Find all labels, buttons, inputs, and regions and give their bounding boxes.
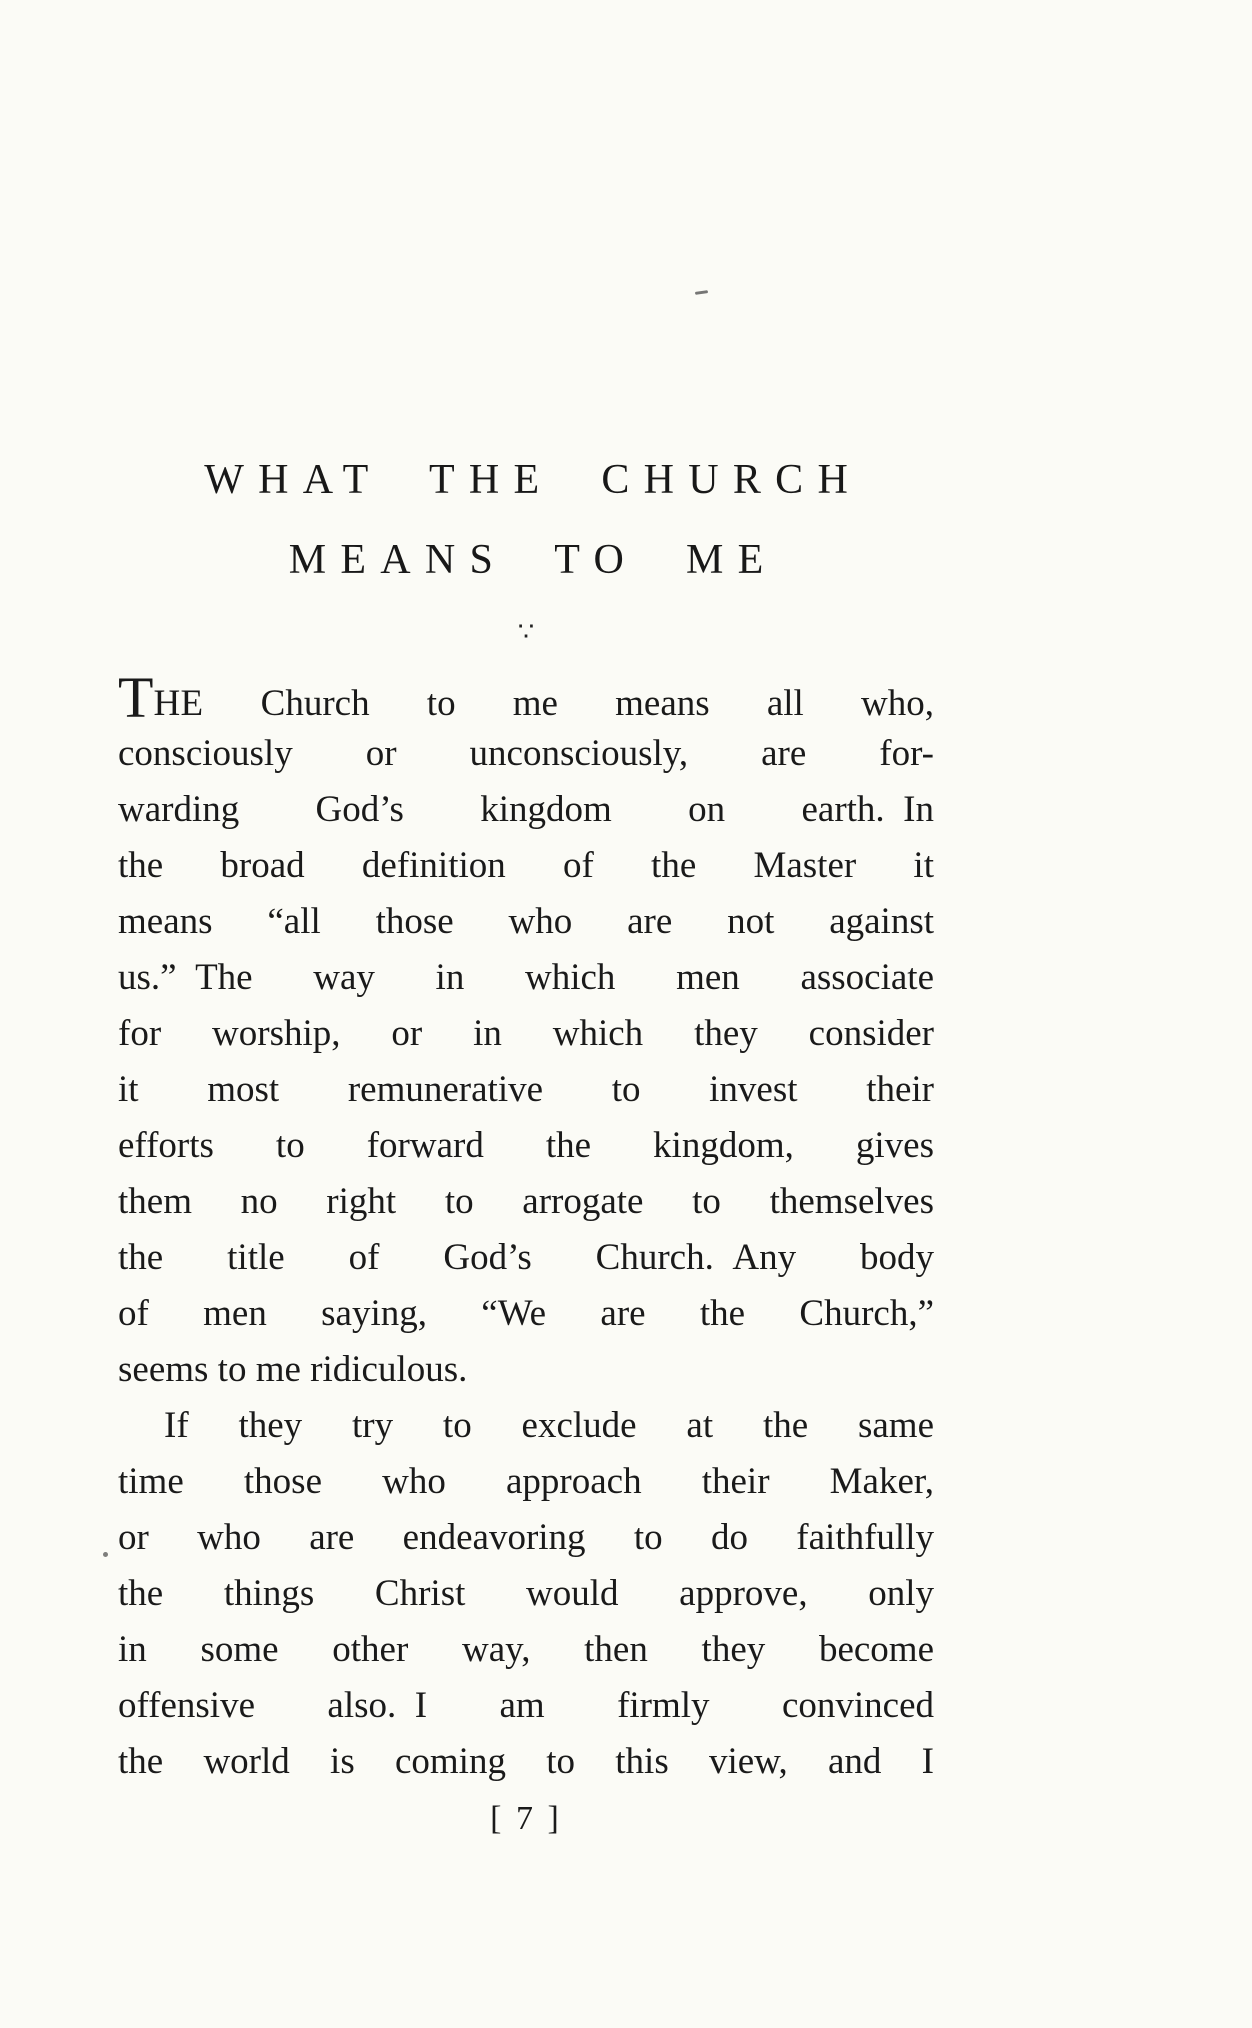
text-line: the things Christ would approve, only [118, 1573, 934, 1614]
paragraph-2 [118, 1398, 934, 1790]
text-line: the title of God’s Church. Any body [118, 1237, 934, 1278]
paragraph-1 [118, 665, 934, 1398]
scan-artifact-dash [695, 290, 708, 295]
text-line: it most remunerative to invest their [118, 1069, 934, 1110]
first-line-text: Church to me means all who, [203, 683, 934, 724]
scan-artifact-dot [103, 1552, 108, 1557]
text-line: the world is coming to this view, and I [118, 1741, 934, 1782]
text-line: If they try to exclude at the same [164, 1405, 934, 1446]
text-line: for worship, or in which they consider [118, 1013, 934, 1054]
paragraph-1-lines [118, 726, 934, 1398]
text-line-first [118, 665, 934, 730]
text-line: offensive also. I am firmly convinced [118, 1685, 934, 1726]
chapter-title-line2: MEANS TO ME [288, 537, 778, 583]
initial-word-rest: HE [153, 683, 204, 724]
text-line: warding God’s kingdom on earth. In [118, 789, 934, 830]
text-line: us.” The way in which men associate [118, 957, 934, 998]
page-number: [ 7 ] [490, 1800, 562, 1837]
text-line: the broad definition of the Master it [118, 845, 934, 886]
text-line: time those who approach their Maker, [118, 1461, 934, 1502]
text-line: of men saying, “We are the Church,” [118, 1293, 934, 1334]
text-line: means “all those who are not against [118, 901, 934, 942]
text-line: efforts to forward the kingdom, gives [118, 1125, 934, 1166]
chapter-title [118, 440, 948, 600]
drop-initial: T [118, 665, 154, 730]
text-line: or who are endeavoring to do faithfully [118, 1517, 934, 1558]
text-line: them no right to arrogate to themselves [118, 1181, 934, 1222]
text-block [118, 440, 934, 1838]
section-ornament: ∵ [517, 617, 535, 646]
text-line: consciously or unconsciously, are for- [118, 733, 934, 774]
chapter-title-line1: WHAT THE CHURCH [204, 457, 863, 503]
text-line: seems to me ridiculous. [118, 1349, 468, 1390]
paragraph-2-lines [118, 1398, 934, 1790]
text-line: in some other way, then they become [118, 1629, 934, 1670]
